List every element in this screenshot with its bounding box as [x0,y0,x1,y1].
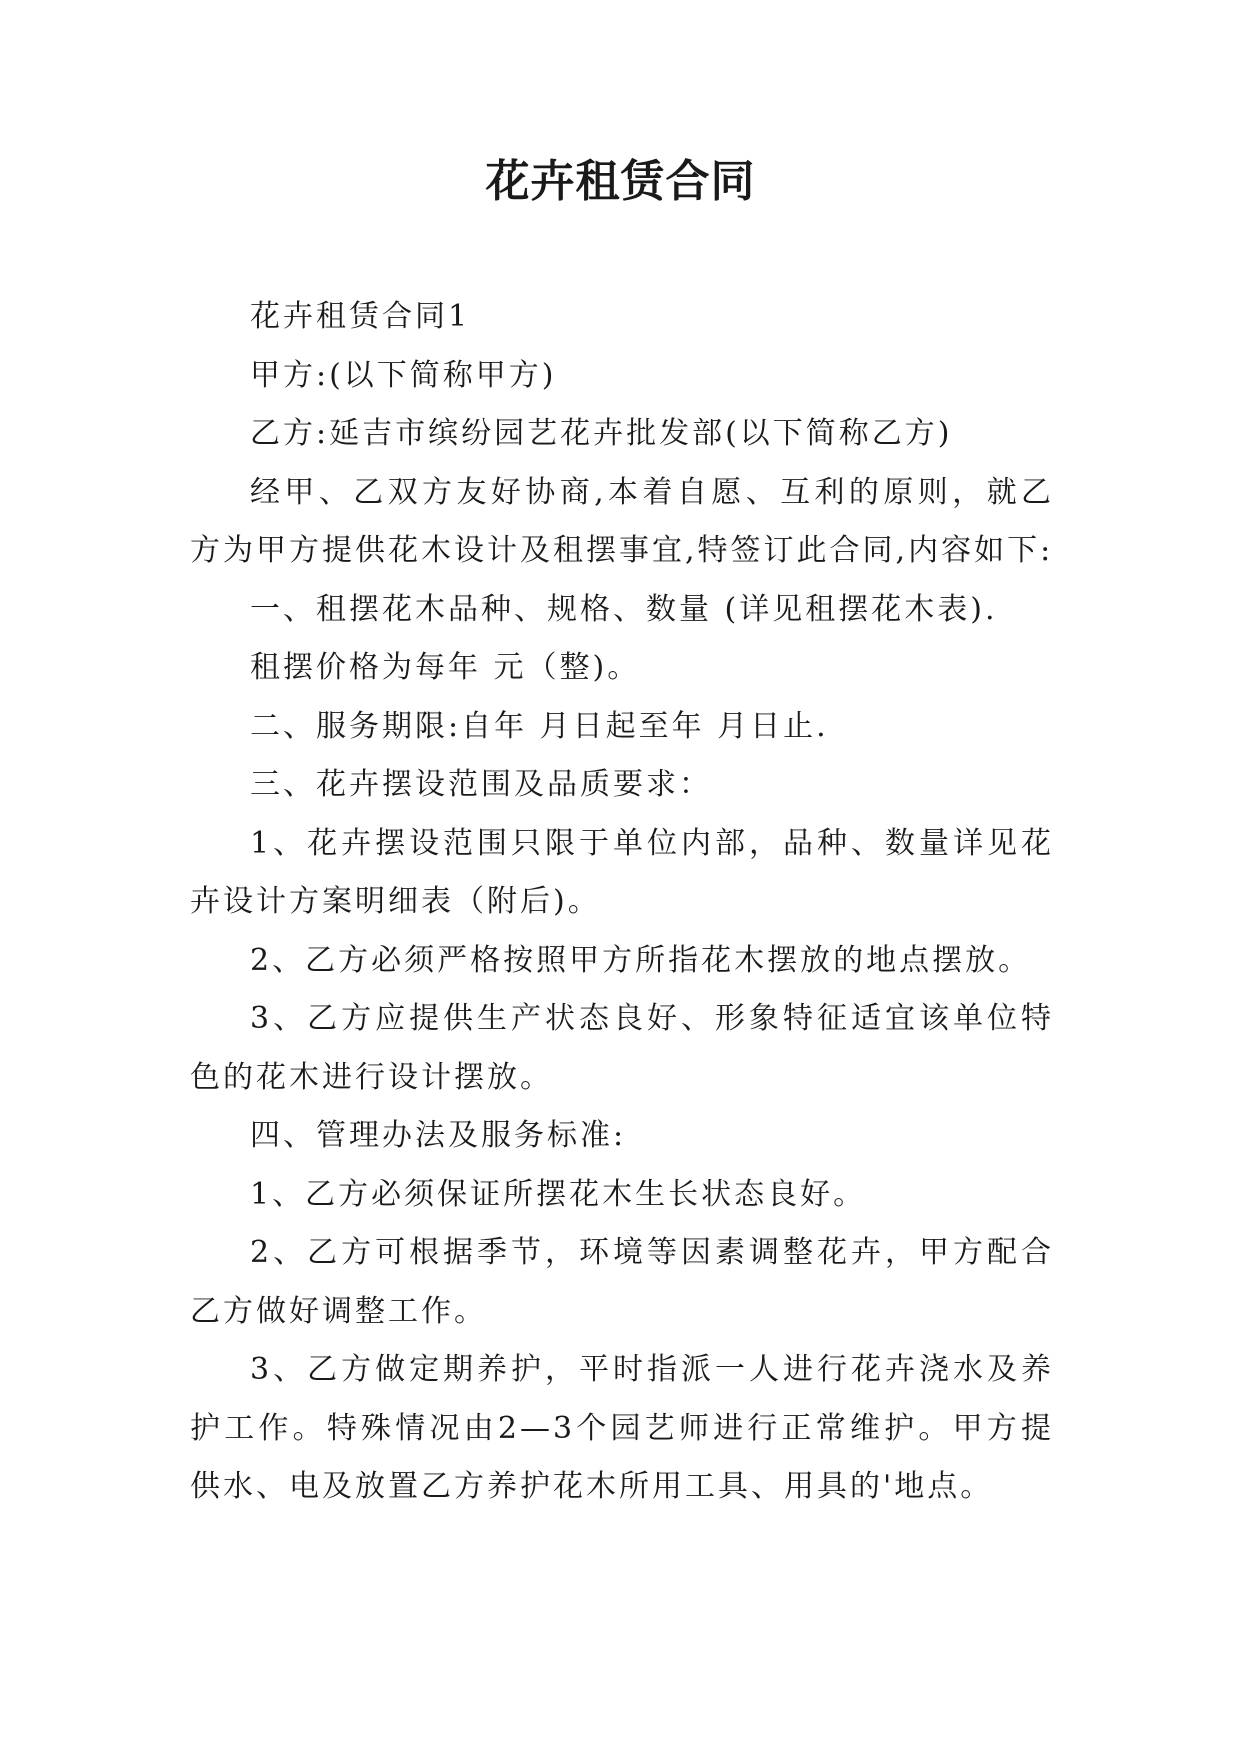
paragraph-party-a: 甲方:(以下简称甲方) [250,357,557,393]
paragraph-clause-4: 四、管理办法及服务标准: [250,1118,627,1153]
paragraph-price: 租摆价格为每年 元（整)。 [250,650,641,685]
paragraph-clause-3-item-2: 2、乙方必须严格按照甲方所指花木摆放的地点摆放。 [250,942,1032,978]
paragraph-clause-3-item-1: 1、花卉摆设范围只限于单位内部，品种、数量详见花卉设计方案明细表（附后)。 [190,825,1054,919]
document-body [190,288,1054,1517]
paragraph-heading: 花卉租赁合同1 [250,299,471,334]
paragraph-preamble: 经甲、乙双方友好协商,本着自愿、互利的原则，就乙方为甲方提供花木设计及租摆事宜,特签订此合同,内容如下: [190,474,1054,568]
paragraph-clause-4-item-1: 1、乙方必须保证所摆花木生长状态良好。 [250,1176,867,1212]
paragraph-clause-1: 一、租摆花木品种、规格、数量 (详见租摆花木表). [250,591,998,627]
paragraph-clause-3: 三、花卉摆设范围及品质要求： [250,767,712,802]
paragraph-clause-4-item-3: 3、乙方做定期养护，平时指派一人进行花卉浇水及养护工作。特殊情况由2—3个园艺师进行正常维护。甲方提供水、电及放置乙方养护花木所用工具、用具的'地点。 [190,1352,1054,1504]
paragraph-clause-2: 二、服务期限:自年 月日起至年 月日止. [250,708,829,744]
paragraph-clause-4-item-2: 2、乙方可根据季节，环境等因素调整花卉，甲方配合乙方做好调整工作。 [190,1235,1054,1329]
document-title: 花卉租赁合同 [485,156,756,207]
paragraph-clause-3-item-3: 3、乙方应提供生产状态良好、形象特征适宜该单位特色的花木进行设计摆放。 [190,1001,1054,1095]
paragraph-party-b: 乙方:延吉市缤纷园艺花卉批发部(以下简称乙方) [250,416,953,451]
